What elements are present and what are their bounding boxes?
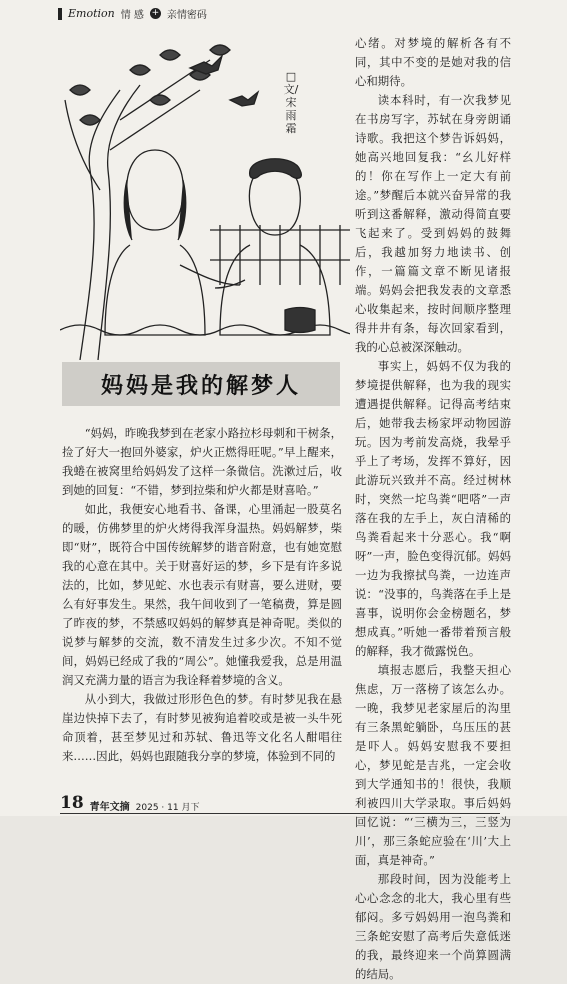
header-subsection: 亲情密码: [166, 10, 207, 21]
article-title: 妈妈是我的解梦人: [100, 373, 301, 399]
paragraph: “妈妈，昨晚我梦到在老家小路拉杉母刺和干树条，捡了好大一抱回外婆家，炉火正燃得旺呢。”早上醒来，我蜷在被窝里给妈妈发了这样一条微信。洗漱过后，收到她的回复：“不错，梦到拉柴和炉火都是财喜哈。”: [62, 426, 342, 497]
header-section: 情 感: [120, 10, 144, 21]
illustration-mother-daughter: [60, 30, 350, 360]
paragraph: 心绪。对梦境的解析各有不同，其中不变的是她对我的信心和期待。: [355, 36, 511, 88]
byline-box: □: [285, 70, 297, 83]
footer-rule: [60, 813, 500, 814]
paragraph: 填报志愿后，我整天担心焦虑，万一落榜了该怎么办。一晚，我梦见老家屋后的沟里有三条黑蛇躺卧，乌压压的甚是吓人。妈妈安慰我不要担心，梦见蛇是吉兆，一定会收到大学通知书的！很快，我顺利被四川大学录取。事后妈妈回忆说：“‘三横为三，三竖为川’，那三条蛇应验在‘川’大上面，真是神奇。”: [355, 663, 511, 867]
byline-text: 文/宋雨霜: [283, 83, 299, 135]
section-header: [58, 6, 207, 21]
paragraph: 事实上，妈妈不仅为我的梦境提供解释，也为我的现实遭遇提供解释。记得高考结束后，她带我去杨家坪动物园游玩。因为考前发高烧，我晕乎乎上了考场，发挥不算好，因此游玩兴致并不高。经过树林时，突然一坨鸟粪“吧嗒”一声落在我的左手上，灰白清稀的鸟粪看起来十分恶心。我“啊呀”一声，脸色变得沉郁。妈妈一边为我擦拭鸟粪，一边连声说：“没事的，鸟粪落在手上是喜事，说明你会金榜题名，梦想成真。”听她一番带着预言般的解释，我才微露悦色。: [355, 359, 511, 658]
paragraph: 如此，我便安心地看书、备课，心里涌起一股莫名的暖，仿佛梦里的炉火烤得我浑身温热。妈妈解梦，柴即“财”，既符合中国传统解梦的谐音附意，也有她宽慰我的心意在其中。关于财喜好运的梦，乡下是有许多说法的，比如，梦见蛇、水也表示有财喜，要么进财，要么有好事发生。果然，我午间收到了一笔稿费，算是圆了昨夜的梦，不禁感叹妈妈的解梦真是神奇呢。类似的说梦与解梦的交流，数不清发生过多少次。不知不觉间，妈妈已经成了我的“周公”。她懂我爱我，总是用温润又充满力量的语言为我诠释着梦境的含义。: [62, 502, 342, 687]
header-bar: [58, 8, 62, 20]
paragraph: 那段时间，因为没能考上心心念念的北大，我心里有些郁闷。多亏妈妈用一泡鸟粪和三条蛇安慰了高考后失意低迷的我，最终迎来一个尚算圆满的结局。: [355, 872, 511, 981]
right-column: [355, 34, 511, 984]
title-banner: [62, 362, 340, 406]
header-brand: Emotion: [68, 7, 115, 20]
byline: [282, 70, 300, 135]
left-column: [62, 424, 342, 766]
paragraph: 读本科时，有一次我梦见在书房写字，苏轼在身旁朗诵诗歌。我把这个梦告诉妈妈，她高兴地回复我：“幺儿好样的！你在写作上一定大有前途。”梦醒后本就兴奋异常的我听到这番解释，激动得简直要飞起来了。受到妈妈的鼓舞后，我越加努力地读书、创作，一篇篇文章不断见诸报端。妈妈会把我发表的文章悉心收集起来，按时间顺序整理得井井有条，每次回家看到，我的心总被深深触动。: [355, 93, 511, 354]
issue-date: 2025 · 11 月下: [135, 803, 200, 813]
page-footer: [60, 793, 199, 813]
plus-icon: +: [151, 8, 160, 18]
paragraph: 从小到大，我做过形形色色的梦。有时梦见我在悬崖边快掉下去了，有时梦见被狗追着咬或是被一头牛死命顶着，甚至梦见过和苏轼、鲁迅等文化名人酣唱往来……因此，妈妈也跟随我分享的梦境，体验到不同的: [62, 692, 342, 763]
magazine-name: 青年文摘: [89, 802, 130, 813]
page-number: 18: [60, 793, 84, 813]
